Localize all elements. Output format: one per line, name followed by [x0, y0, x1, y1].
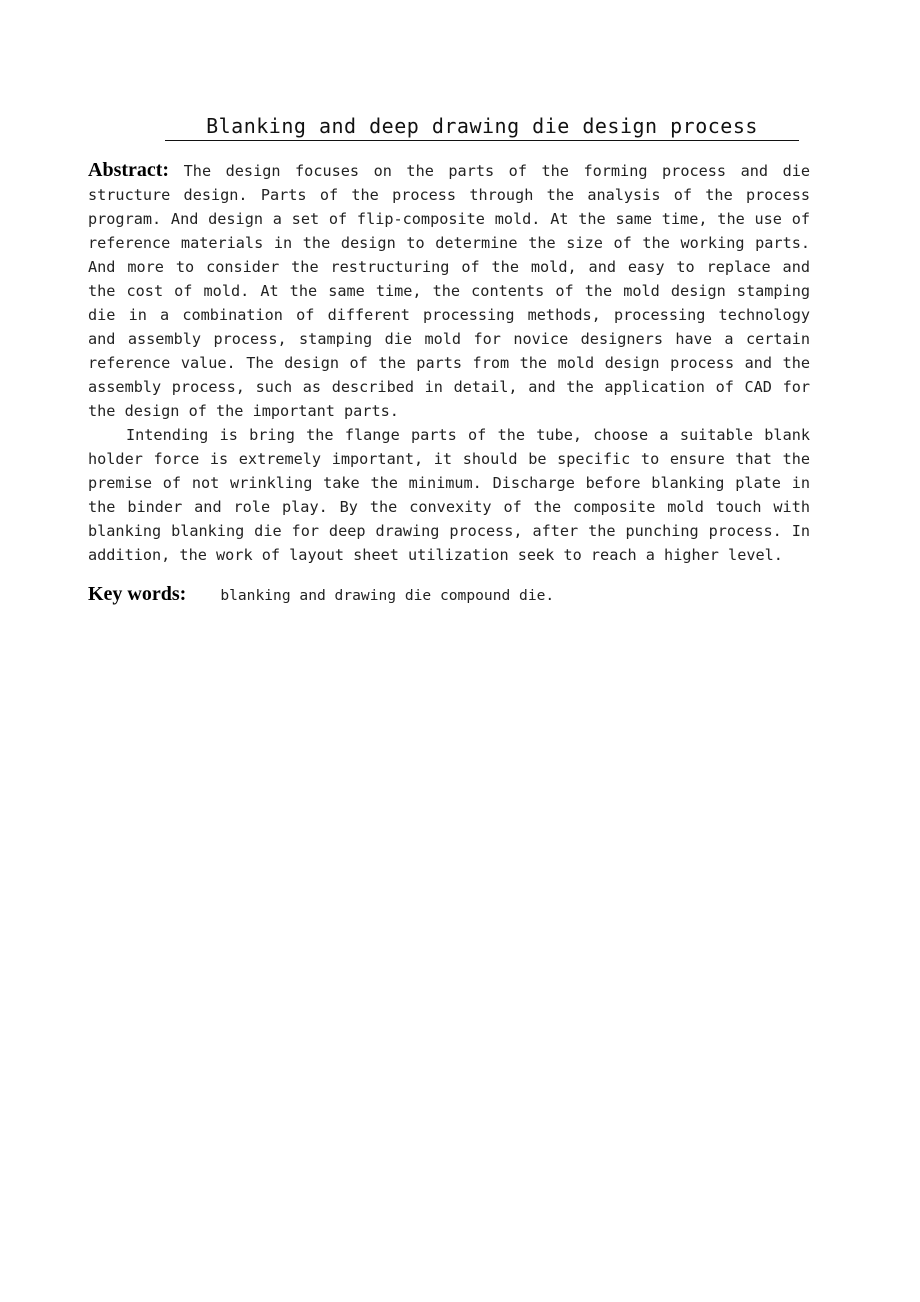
keywords-value: blanking and drawing die compound die. [220, 587, 555, 604]
abstract-label: Abstract: [88, 159, 170, 181]
page-title: Blanking and deep drawing die design process [165, 112, 799, 141]
keywords-line [88, 581, 810, 609]
abstract-section [88, 158, 810, 609]
abstract-paragraph [88, 158, 810, 423]
abstract-text: The design focuses on the parts of the forming process and die structure design. Parts of the process through the analysis of the process program. And design a set of flip-composite mold. At the same time, the use of reference materials in the design to determine the size of the working parts. And more to consider the restructuring of the mold, and easy to replace and the cost of mold. At the same time, the contents of the mold design stamping die in a combination of different processing methods, processing technology and assembly process, stamping die mold for novice designers have a certain reference value. The design of the parts from the mold design process and the assembly process, such as described in detail, and the application of CAD for the design of the important parts. [88, 162, 811, 420]
second-paragraph: Intending is bring the flange parts of the tube, choose a suitable blank holder force is extremely important, it should be specific to ensure that the premise of not wrinkling take the minimum. Discharge before blanking plate in the binder and role play. By the convexity of the composite mold touch with blanking blanking die for deep drawing process, after the punching process. In addition, the work of layout sheet utilization seek to reach a higher level. [88, 426, 810, 564]
keywords-label: Key words: [88, 583, 187, 605]
